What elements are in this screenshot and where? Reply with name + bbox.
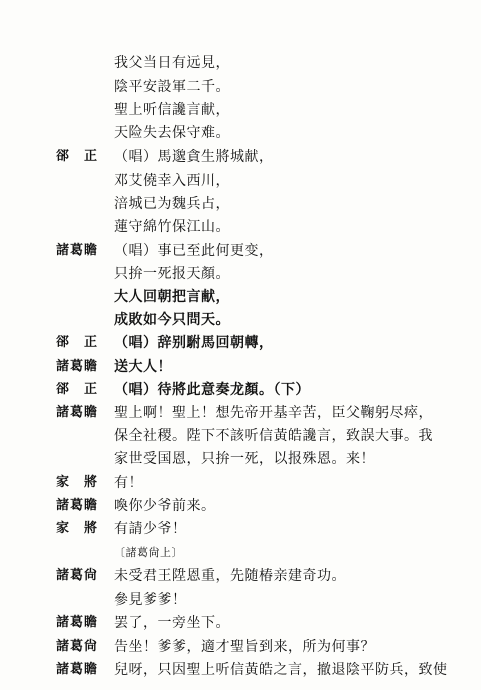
dialogue-text: 涪城已为魏兵占， — [114, 196, 230, 212]
dialogue-text: 天险失去保守难。 — [114, 125, 230, 141]
script-line — [0, 356, 481, 378]
script-line — [0, 472, 481, 494]
script-line — [0, 565, 481, 587]
script-line — [0, 495, 481, 517]
script-line — [0, 216, 481, 238]
dialogue-text: （唱）辞别駙馬回朝轉， — [114, 335, 274, 351]
speaker-name: 諸葛瞻 — [56, 498, 99, 513]
script-line — [0, 99, 481, 121]
script-line — [0, 286, 481, 308]
dialogue-text: 成敗如今只問天。 — [114, 312, 230, 328]
script-line — [0, 170, 481, 192]
dialogue-text: 保全社稷。陛下不該听信黃皓讒言，致誤大事。我 — [114, 428, 433, 444]
dialogue-text: 我父当日有远見， — [114, 55, 230, 71]
dialogue-text: 有！ — [114, 475, 143, 491]
dialogue-text: 參見爹爹！ — [114, 592, 187, 608]
script-line — [0, 263, 481, 285]
script-line — [0, 448, 481, 470]
dialogue-text: 陰平安設軍二千。 — [114, 79, 230, 95]
script-line — [0, 332, 481, 354]
speaker-name: 郤 正 — [56, 335, 99, 350]
script-line — [0, 379, 481, 401]
dialogue-text: 聖上听信讒言献， — [114, 102, 230, 118]
speaker-name: 諸葛瞻 — [56, 662, 99, 677]
speaker-name: 家 將 — [56, 475, 99, 490]
dialogue-text: （唱）待將此意奏龙顏。（下） — [114, 382, 310, 398]
script-line — [0, 240, 481, 262]
script-line — [0, 542, 481, 564]
dialogue-text: 罢了，一旁坐下。 — [114, 615, 230, 631]
dialogue-text: 只拚一死报天顏。 — [114, 266, 230, 282]
speaker-name: 郤 正 — [56, 382, 99, 397]
script-line — [0, 612, 481, 634]
dialogue-text: 未受君王陞恩重，先随椿亲建奇功。 — [114, 568, 346, 584]
dialogue-text: 喚你少爷前来。 — [114, 498, 216, 514]
stage-direction: 〔諸葛尙上〕 — [114, 546, 183, 559]
speaker-name: 郤 正 — [56, 149, 99, 164]
speaker-name: 諸葛瞻 — [56, 359, 99, 374]
script-line — [0, 659, 481, 681]
script-line — [0, 636, 481, 658]
script-line — [0, 122, 481, 144]
dialogue-text: （唱）事已至此何更变， — [114, 243, 274, 259]
speaker-name: 諸葛瞻 — [56, 243, 99, 258]
script-line — [0, 146, 481, 168]
speaker-name: 諸葛尙 — [56, 639, 99, 654]
dialogue-text: 家世受国恩，只拚一死，以报殊恩。来！ — [114, 451, 375, 467]
dialogue-text: 送大人！ — [114, 359, 172, 375]
script-line — [0, 589, 481, 611]
script-line — [0, 193, 481, 215]
script-line — [0, 52, 481, 74]
script-line — [0, 518, 481, 540]
speaker-name: 諸葛瞻 — [56, 615, 99, 630]
dialogue-text: 兒呀，只因聖上听信黃皓之言，撤退陰平防兵，致使 — [114, 662, 448, 678]
dialogue-text: 蓮守綿竹保江山。 — [114, 219, 230, 235]
dialogue-text: 有請少爷！ — [114, 521, 187, 537]
dialogue-text: 大人回朝把言献， — [114, 289, 230, 305]
speaker-name: 家 將 — [56, 521, 99, 536]
speaker-name: 諸葛瞻 — [56, 405, 99, 420]
script-line — [0, 425, 481, 447]
dialogue-text: （唱）馬邈貪生將城献， — [114, 149, 274, 165]
dialogue-text: 告坐！爹爹，適才聖旨到来，所为何事？ — [114, 639, 375, 655]
speaker-name: 諸葛尙 — [56, 568, 99, 583]
dialogue-text: 聖上啊！聖上！想先帝开基辛苦，臣父鞠躬尽瘁， — [114, 405, 433, 421]
script-line — [0, 76, 481, 98]
script-line — [0, 309, 481, 331]
script-line — [0, 402, 481, 424]
dialogue-text: 邓艾僥幸入西川， — [114, 173, 230, 189]
